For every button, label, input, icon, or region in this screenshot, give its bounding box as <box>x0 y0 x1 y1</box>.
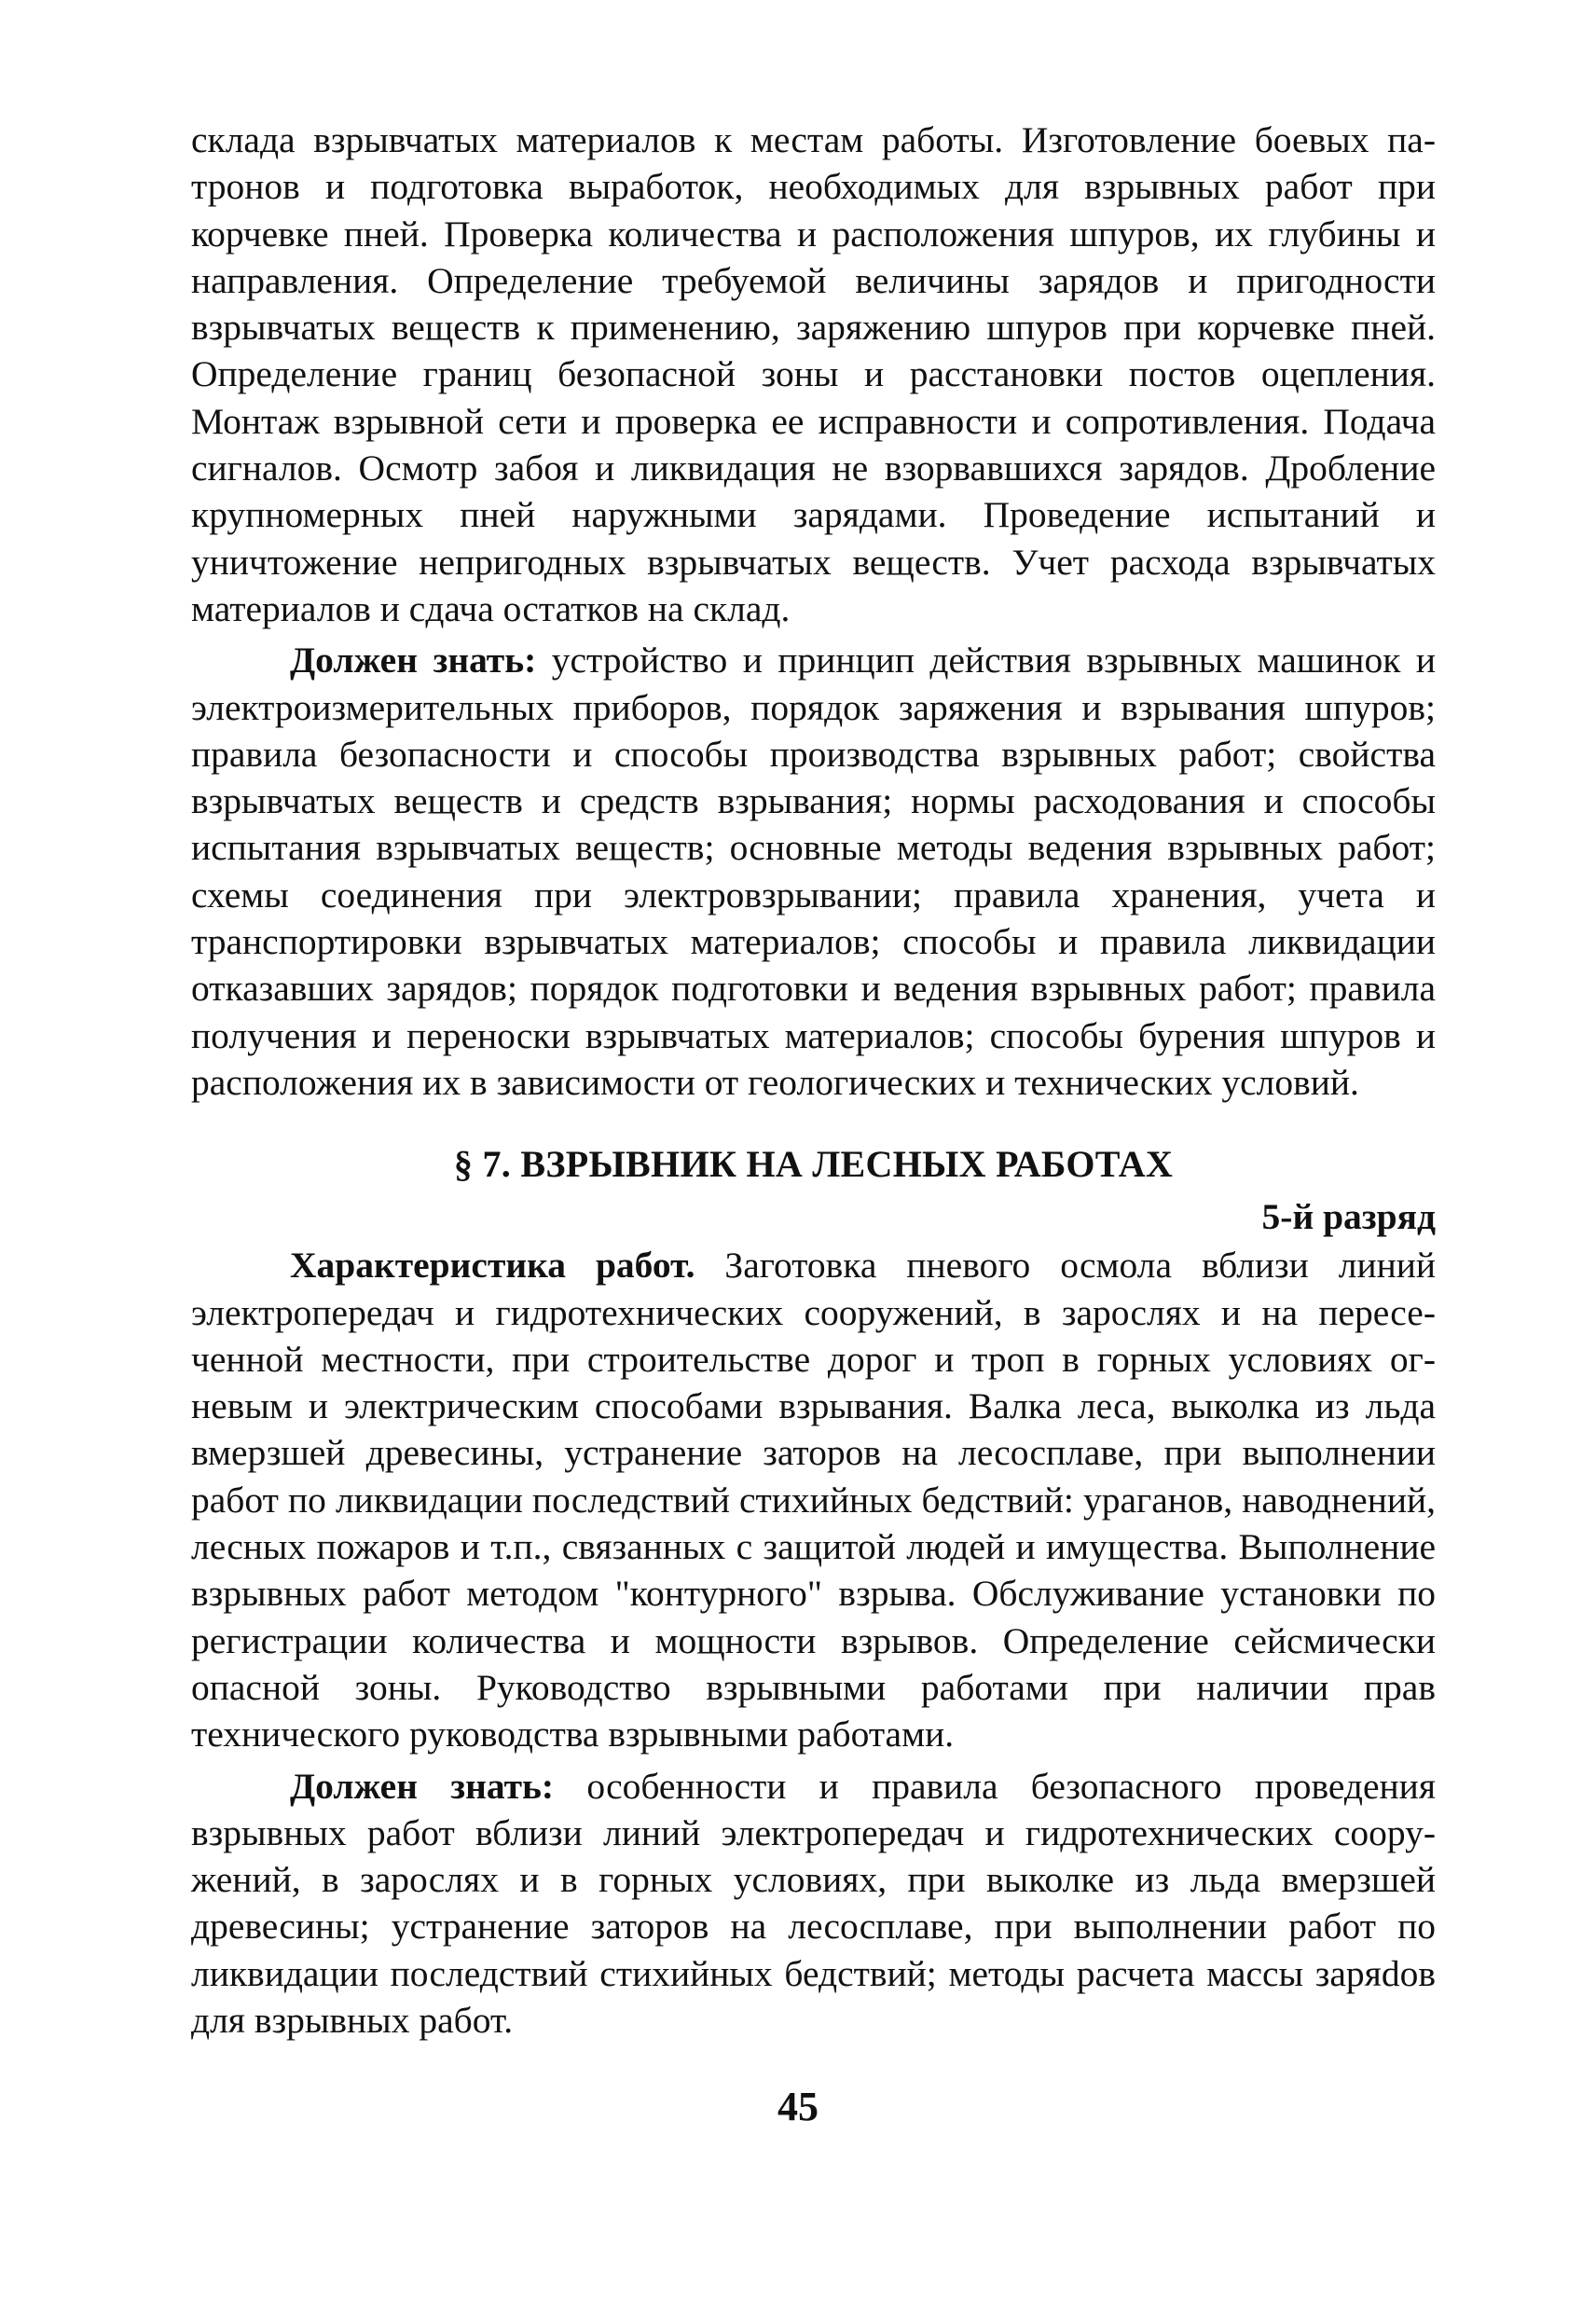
continued-paragraph <box>191 117 1436 632</box>
paragraph-lead: Характеристика работ. <box>290 1245 695 1287</box>
requirements-paragraph <box>191 637 1436 1106</box>
paragraph-text: Заготовка пневого осмола вблизи линий электропередач и гидротехнических сооружений, в зарослях и на пересеченной местности, при строительстве дорог и троп в горных условиях огневым и электрическим способами взрывания. Валка леса, выколка из льда вмерзшей древесины, устранение заторов на лесосплаве, при выполнении работ по ликвидации последствий стихийных бедствий: ураганов, наводнений, лесных пожаров и т.п., связанных с защитой людей и имущества. Выполнение взрывных работ методом "контурного" взрыва. Обслуживание установки по регистрации количества и мощности взрывов. Определение сейсмически опасной зоны. Руководство взрывными работами при наличии прав технического руководства взрывными работами. <box>191 1245 1436 1755</box>
page-number: 45 <box>777 2084 819 2129</box>
work-characteristics-paragraph <box>191 1242 1436 1757</box>
grade-label: 5-й разряд <box>1261 1196 1436 1238</box>
section-title: § 7. ВЗРЫВНИК НА ЛЕСНЫХ РАБОТАХ <box>453 1143 1174 1186</box>
paragraph-lead: Должен знать: <box>290 1765 555 1807</box>
paragraph-lead: Должен знать: <box>290 640 537 682</box>
paragraph-text: особенности и правила безопасного проведения взрывных работ вблизи линий электропередач и гидротехнических сооружений, в зарослях и в горных условиях, при выколке из льда вмерзшей древесины; устранение заторов на лесосплаве, при выполнении работ по ликвидации последствий стихийных бедствий; методы расчета массы заряdов для взрывных работ. <box>191 1765 1436 2041</box>
paragraph-text: склада взрывчатых материалов к местам работы. Изготовление боевых патронов и подготовка выработок, необходимых для взрывных работ при корчевке пней. Проверка количества и расположения шпуров, их глубины и направления. Определение требуемой величины зарядов и пригодности взрывчатых веществ к применению, заряжению шпуров при корчевке пней. Определение границ безопасной зоны и расстановки постов оцепления. Монтаж взрывной сети и проверка ее исправности и сопротивления. Подача сигналов. Осмотр забоя и ликвидация не взорвавшихся зарядов. Дробление крупномерных пней наружными зарядами. Проведение испытаний и уничтожение непригодных взрывчатых веществ. Учет расхода взрывчатых материалов и сдача остатков на склад. <box>191 119 1436 629</box>
paragraph-text: устройство и принцип действия взрывных машинок и электроизмерительных приборов, порядок заряжения и взрывания шпуров; правила безопасности и способы производства взрывных работ; свойства взрывчатых веществ и средств взрывания; нормы расходования и способы испытания взрывчатых веществ; основные методы ведения взрывных работ; схемы соединения при электровзрывании; правила хранения, учета и транспортировки взрывчатых материалов; способы и правила ликвидации отказавших зарядов; порядок подготовки и ведения взрывных работ; правила получения и переноски взрывчатых материалов; способы бурения шпуров и расположения их в зависимости от геологических и технических условий. <box>191 640 1436 1103</box>
section-requirements-paragraph <box>191 1763 1436 2045</box>
document-page <box>191 117 1436 2044</box>
